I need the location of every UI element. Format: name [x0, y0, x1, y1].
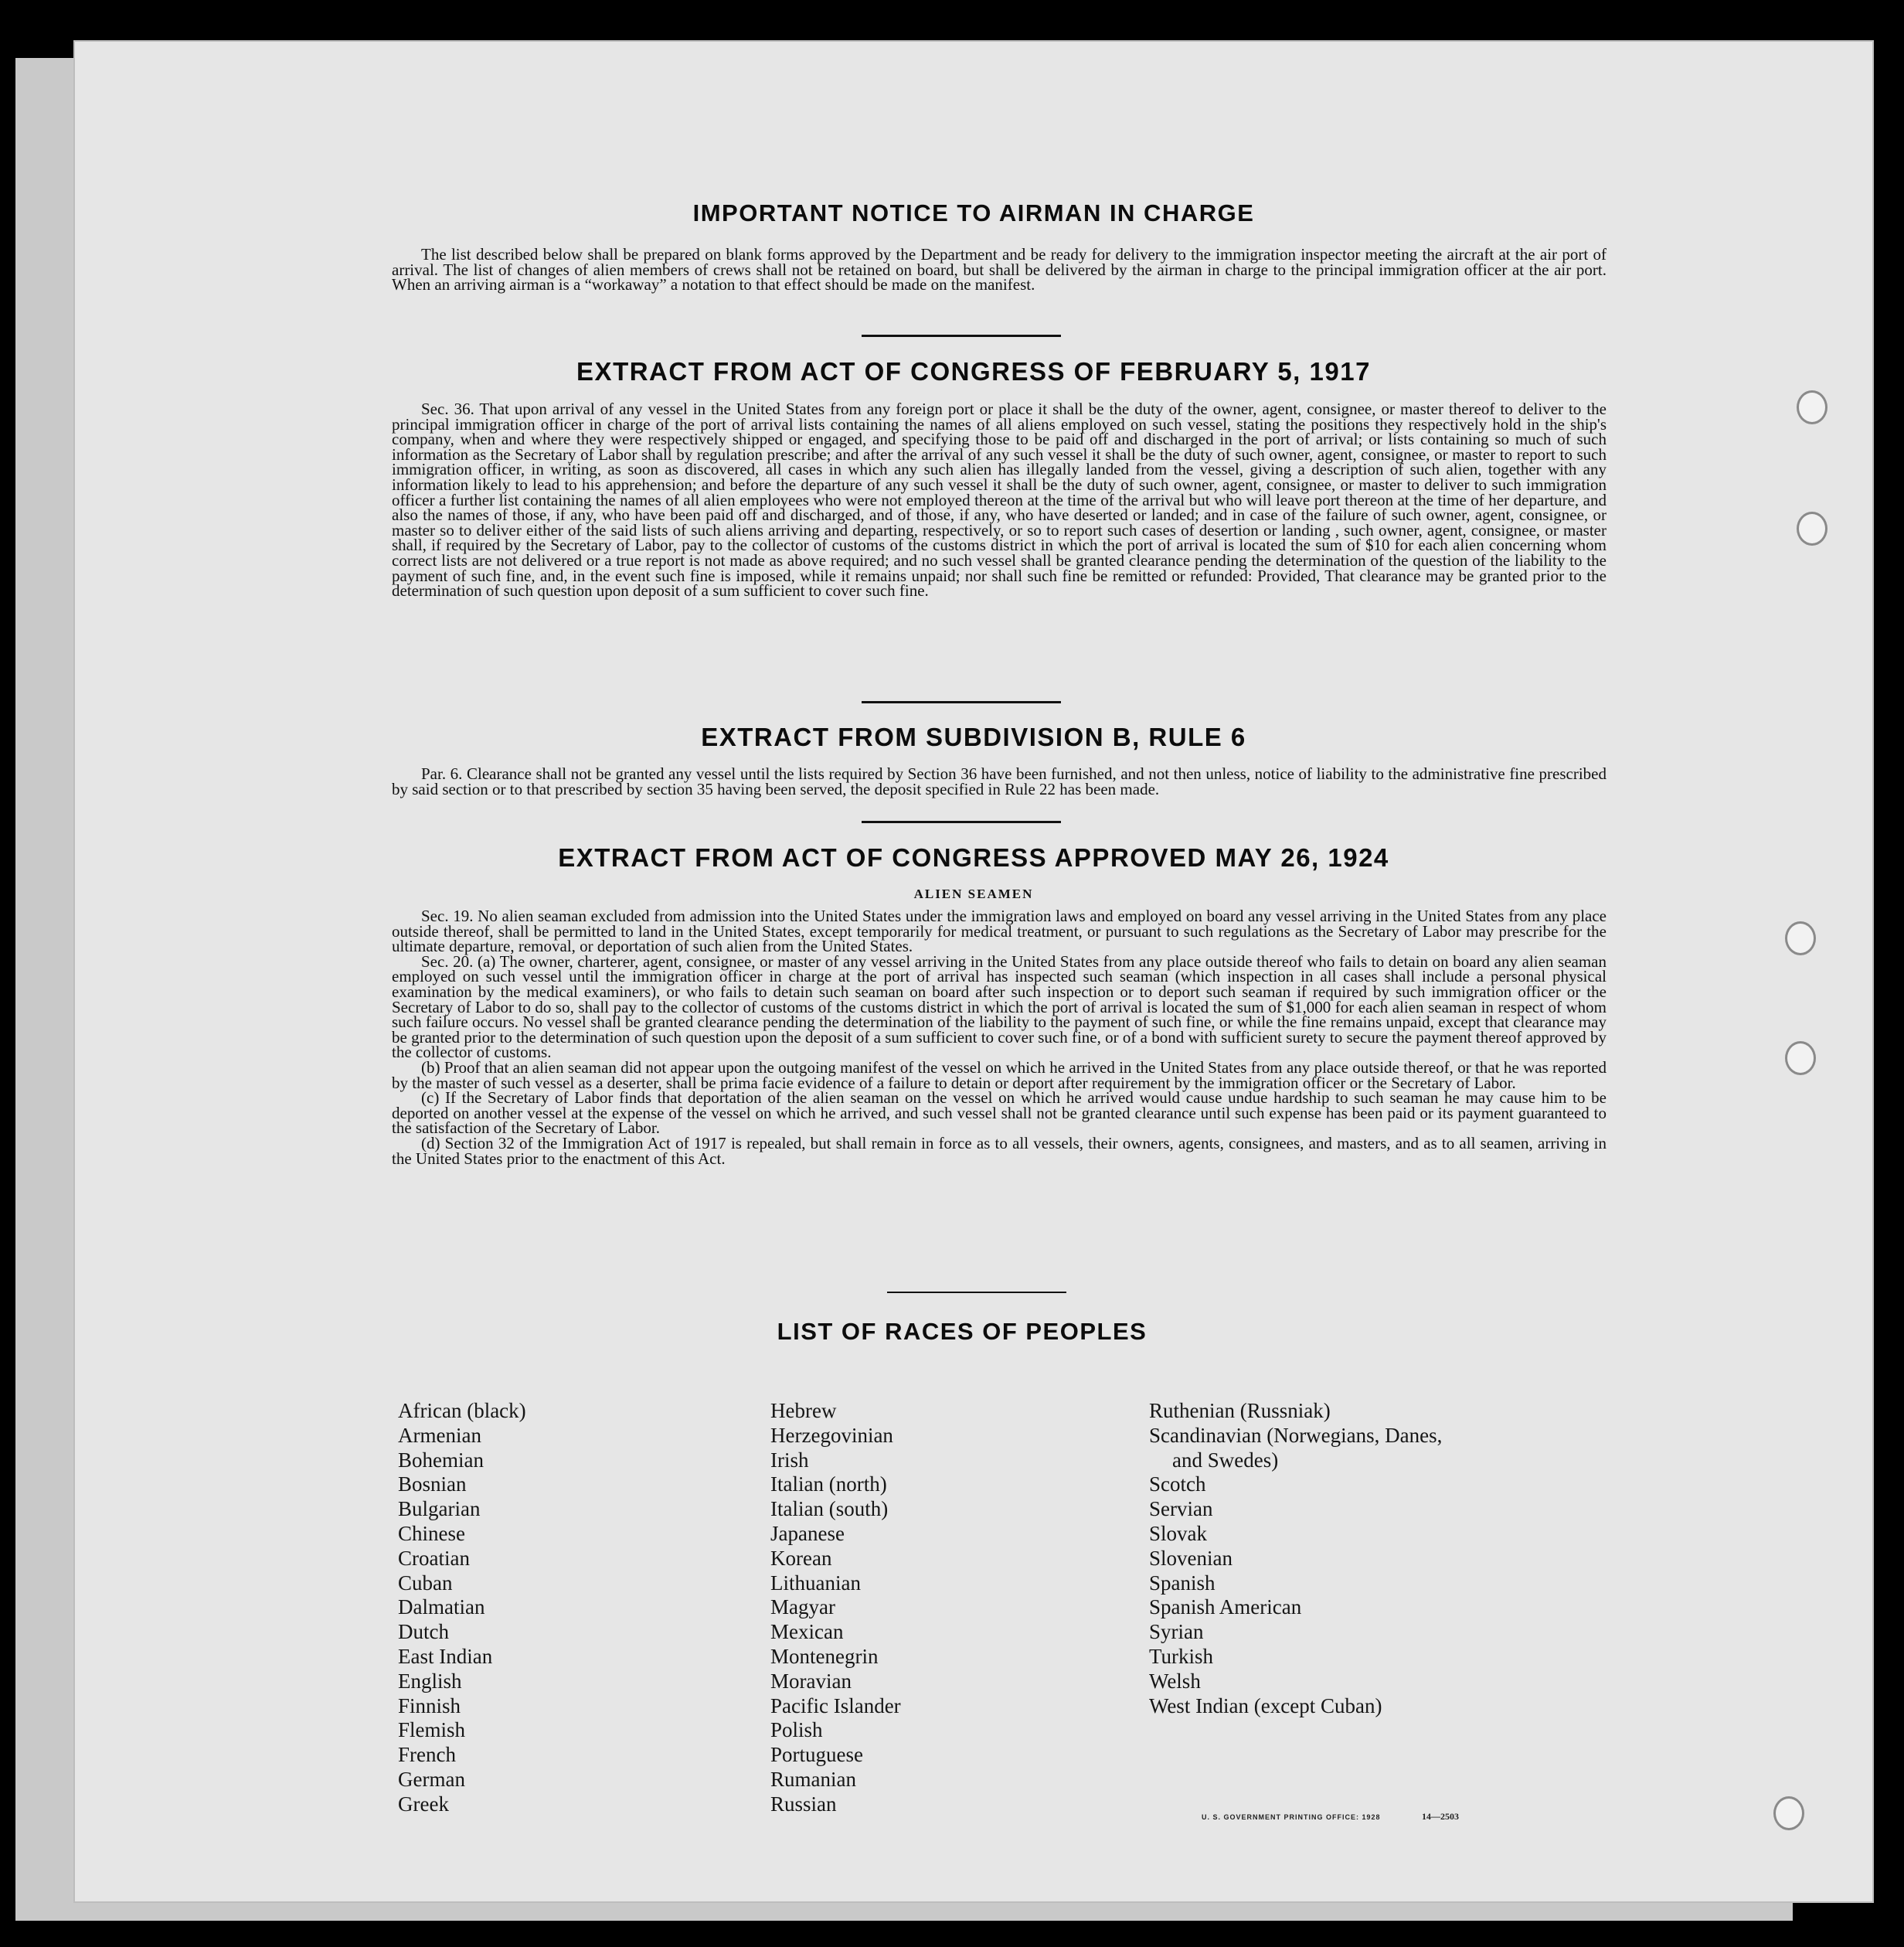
race-item: Dalmatian [398, 1595, 485, 1619]
race-item: West Indian (except Cuban) [1149, 1693, 1382, 1717]
act-1924-title: EXTRACT FROM ACT OF CONGRESS APPROVED MAY 26, 1924 [558, 843, 1389, 872]
race-item: Cuban [398, 1571, 453, 1595]
race-item: Slovenian [1149, 1546, 1232, 1570]
race-item: Lithuanian [770, 1571, 861, 1595]
race-item: Bohemian [398, 1448, 484, 1472]
sec-20d-paragraph: (d) Section 32 of the Immigration Act of 1917 is repealed, but shall remain in force as to all vessels, their owners, agents, consignees, and masters, and as to all seamen, arriving in the United States prior to the enactment of this Act. [392, 1133, 1606, 1168]
race-item: English [398, 1669, 462, 1693]
race-item: Magyar [770, 1595, 835, 1619]
binder-hole [1797, 390, 1828, 424]
alien-seamen-subtitle: ALIEN SEAMEN [913, 887, 1034, 901]
race-item: Chinese [398, 1521, 465, 1545]
section-divider [862, 335, 1061, 337]
races-column-3 [1149, 1399, 1442, 1718]
document-page [73, 40, 1874, 1903]
race-item: Spanish American [1149, 1595, 1302, 1619]
form-number: 14—2503 [1422, 1811, 1459, 1822]
binder-hole [1797, 512, 1828, 546]
races-title: LIST OF RACES OF PEOPLES [777, 1318, 1148, 1345]
race-item: Finnish [398, 1693, 461, 1717]
race-item: Scotch [1149, 1472, 1206, 1496]
race-item: Herzegovinian [770, 1423, 893, 1447]
race-item: African (black) [398, 1399, 526, 1422]
sec-36-paragraph: Sec. 36. That upon arrival of any vessel in the United States from any foreign port or place it shall be the duty of the owner, agent, consignee, or master thereof to deliver to the principal immigration officer in charge of the port of arrival lists containing the names of all aliens employed on such vessel, stating the positions they respectively hold in the ship's company, when and where they were respectively shipped or engaged, and specifying those to be paid off and discharged in the port of arrival; or lists containing so much of such information as the Secretary of Labor shall by regulation prescribe; and after the arrival of any such vessel it shall be the duty of such owner, agent, consignee, or master to report to such immigration officer, in writing, as soon as discovered, all cases in which any such alien has illegally landed from the vessel, giving a description of such alien, together with any information likely to lead to his apprehension; and before the departure of any such vessel it shall be the duty of such owner, agent, consignee, or master to deliver to such immigration officer a further list containing the names of all alien employees who were not employed thereon at the time of the arrival but who will leave port thereon at the time of her departure, and also the names of those, if any, who have been paid off and discharged, and of those, if any, who have deserted or landed; and in case of the failure of such owner, agent, consignee, or master so to deliver either of the said lists of such aliens arriving and departing, respectively, or so to report such cases of desertion or landing , such owner, agent, consignee, or master shall, if required by the Secretary of Labor, pay to the collector of customs of the customs district in which the port of arrival is located the sum of $10 for each alien concerning whom correct lists are not delivered or a true report is not made as above required; and no such vessel shall be granted clearance pending the determination of the question of the liability to the payment of such fine, and, in the event such fine is imposed, while it remains unpaid; nor shall such fine be remitted or refunded: Provided, That clearance may be granted prior to the determination of such question upon deposit of a sum sufficient to cover such fine. [392, 400, 1606, 601]
race-item: Rumanian [770, 1767, 856, 1791]
notice-paragraph: The list described below shall be prepared on blank forms approved by the Department and be ready for delivery to the immigration inspector meeting the aircraft at the air port of arrival. The list of changes of alien members of crews shall not be retained on board, but shall be delivered by the airman in charge to the principal immigration officer at the air port. When an arriving airman is a “workaway” a notation to that effect should be made on the manifest. [392, 245, 1606, 294]
race-item: Japanese [770, 1521, 845, 1545]
race-item: German [398, 1767, 465, 1791]
act-1917-text [392, 402, 1606, 599]
race-item: Portuguese [770, 1743, 863, 1767]
sec-20b-paragraph: (b) Proof that an alien seaman did not appear upon the outgoing manifest of the vessel on which he arrived in the United States from any place outside thereof, or that he was reported by the master of such vessel as a deserter, shall be prima facie evidence of a failure to detain or deport after requirement by the immigration officer or the Secretary of Labor. [392, 1057, 1606, 1092]
race-item: Mexican [770, 1620, 844, 1644]
printing-office-imprint: U. S. GOVERNMENT PRINTING OFFICE: 1928 [1202, 1813, 1381, 1821]
race-item: Irish [770, 1448, 809, 1472]
race-item: Spanish [1149, 1571, 1216, 1595]
binder-ring [1785, 1041, 1816, 1075]
sec-20a-paragraph: Sec. 20. (a) The owner, charterer, agent, consignee, or master of any vessel arriving in the United States from any place outside thereof who fails to detain on board any alien seaman employed on such vessel until the immigration officer in charge at the port of arrival has inspected such seaman (which inspection in all cases shall include a personal physical examination by the medical examiners), or who fails to detain such seaman on board after such inspection or to deport such seaman if required by such immigration officer or the Secretary of Labor to do so, shall pay to the collector of customs of the customs district in which the port of arrival is located the sum of $1,000 for each alien seaman in respect of whom such failure occurs. No vessel shall be granted clearance pending the determination of the liability to the payment of such fine, or while the fine remains unpaid, except that clearance may be granted prior to the determination of such question upon the deposit of a sum sufficient to cover such fine, or of a bond with sufficient surety to secure the payment thereof approved by the collector of customs. [392, 951, 1606, 1062]
race-item: Welsh [1149, 1669, 1201, 1693]
race-item: Korean [770, 1546, 832, 1570]
race-item: Flemish [398, 1718, 466, 1742]
race-item: Dutch [398, 1620, 449, 1644]
race-item: Moravian [770, 1669, 852, 1693]
race-item: Armenian [398, 1423, 481, 1447]
race-item: French [398, 1743, 456, 1767]
race-item: Italian (north) [770, 1472, 887, 1496]
race-item: Russian [770, 1792, 837, 1816]
race-item: Turkish [1149, 1644, 1214, 1668]
races-column-2 [770, 1399, 901, 1817]
race-item: Servian [1149, 1497, 1213, 1521]
binder-ring [1773, 1796, 1804, 1830]
race-item: Hebrew [770, 1399, 837, 1422]
races-column-1 [398, 1399, 526, 1817]
race-item: Croatian [398, 1546, 470, 1570]
race-item: Bulgarian [398, 1497, 481, 1521]
notice-text [392, 247, 1606, 293]
race-item: East Indian [398, 1644, 493, 1668]
sec-19-paragraph: Sec. 19. No alien seaman excluded from admission into the United States under the immigration laws and employed on board any vessel arriving in the United States from any place outside thereof, shall be permitted to land in the United States, except temporarily for medical treatment, or pursuant to such regulations as the Secretary of Labor may prescribe for the ultimate departure, removal, or deportation of such alien from the United States. [392, 907, 1606, 956]
act-1917-title: EXTRACT FROM ACT OF CONGRESS OF FEBRUARY 5, 1917 [576, 357, 1371, 386]
section-divider [887, 1292, 1066, 1293]
sec-20c-paragraph: (c) If the Secretary of Labor finds that deportation of the alien seaman on the vessel on which he arrived would cause undue hardship to such seaman he may cause him to be deported on another vessel at the expense of the vessel on which he arrived, and such vessel shall not be granted clearance until such expense has been paid or its payment guaranteed to the satisfaction of the Secretary of Labor. [392, 1088, 1606, 1138]
race-item: Bosnian [398, 1472, 467, 1496]
section-divider [862, 701, 1061, 703]
notice-title: IMPORTANT NOTICE TO AIRMAN IN CHARGE [692, 199, 1255, 226]
rule-6-text [392, 764, 1606, 798]
race-item: Italian (south) [770, 1497, 889, 1521]
par-6-paragraph: Par. 6. Clearance shall not be granted any vessel until the lists required by Section 36 have been furnished, and not then unless, notice of liability to the administrative fine prescribed by said section or to that prescribed by section 35 having been served, the deposit specified in Rule 22 has been made. [392, 764, 1606, 798]
section-divider [862, 821, 1061, 823]
race-item: Pacific Islander [770, 1693, 901, 1717]
race-item: Slovak [1149, 1521, 1208, 1545]
act-1924-text [392, 909, 1606, 1166]
binder-ring [1785, 921, 1816, 955]
race-item: Montenegrin [770, 1644, 879, 1668]
race-item: and Swedes) [1172, 1448, 1279, 1472]
rule-6-title: EXTRACT FROM SUBDIVISION B, RULE 6 [701, 723, 1246, 751]
race-item: Scandinavian (Norwegians, Danes, [1149, 1423, 1443, 1447]
race-item: Greek [398, 1792, 449, 1816]
race-item: Ruthenian (Russniak) [1149, 1399, 1331, 1422]
race-item: Syrian [1149, 1620, 1204, 1644]
race-item: Polish [770, 1718, 823, 1742]
